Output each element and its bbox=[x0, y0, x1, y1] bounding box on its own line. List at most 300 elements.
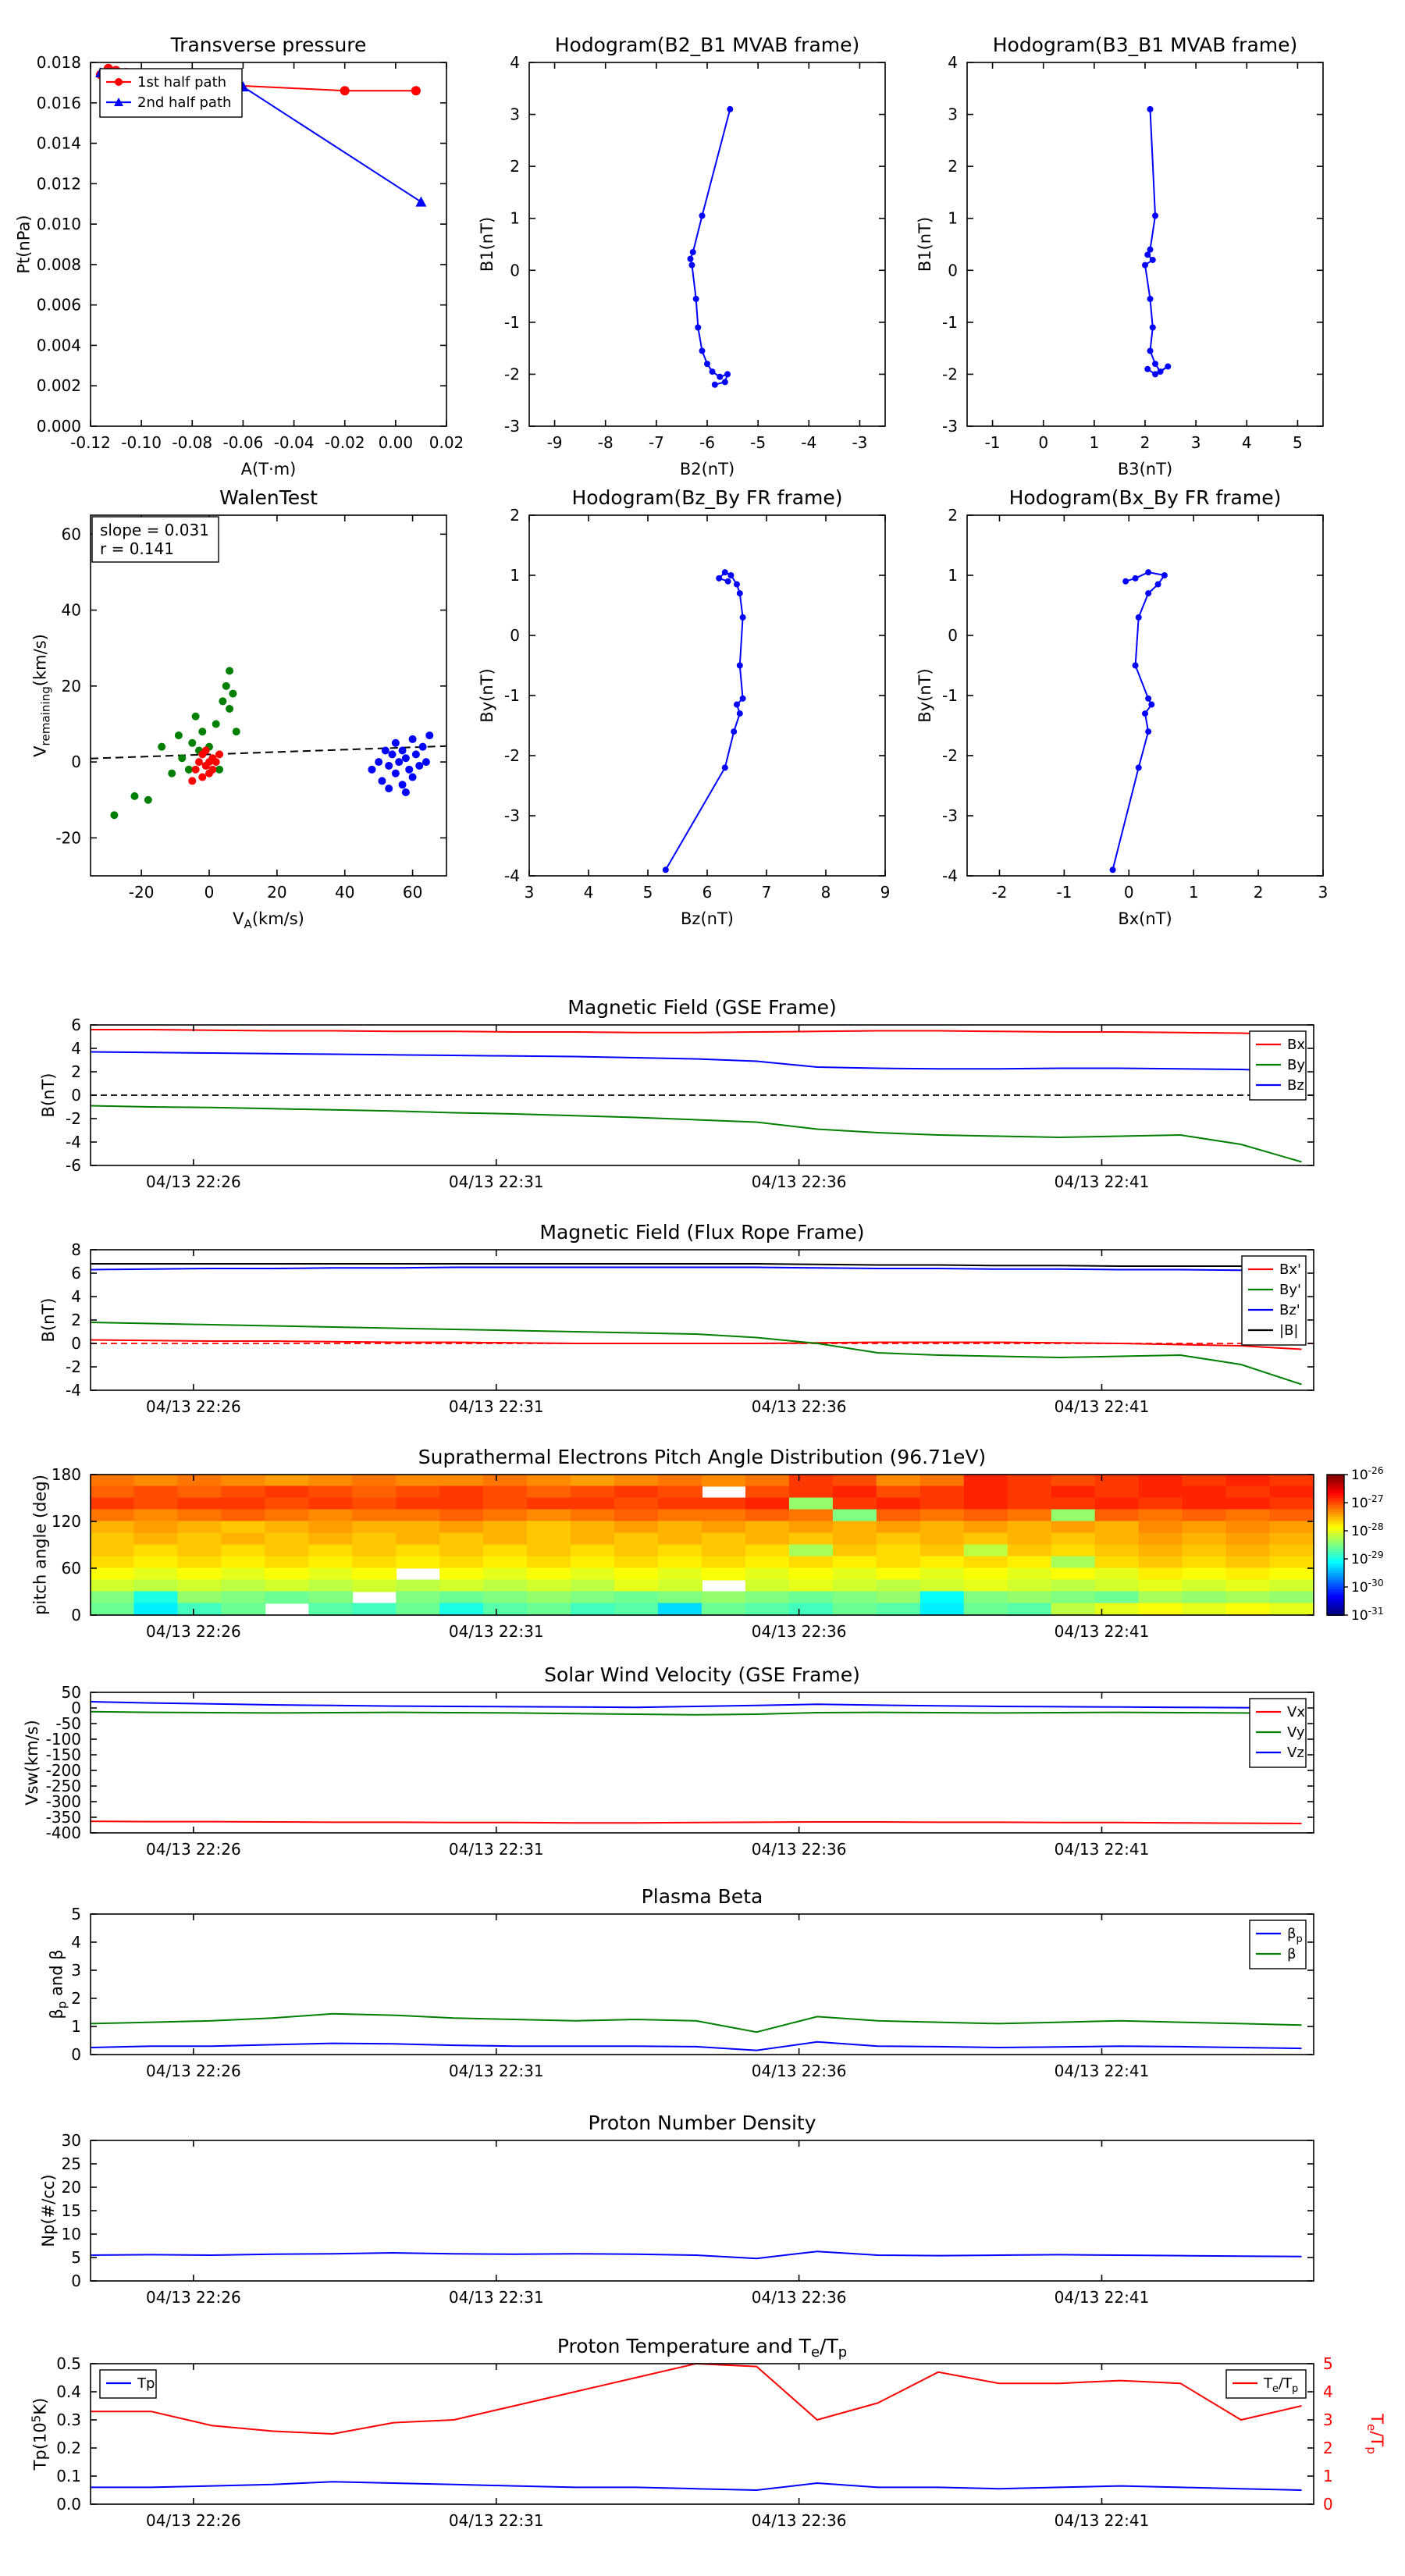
x-tick-label: 4 bbox=[1241, 433, 1252, 452]
marker-circle bbox=[389, 750, 397, 758]
x-tick-label: 04/13 22:31 bbox=[448, 1622, 544, 1641]
y-tick-label: 15 bbox=[61, 2201, 81, 2220]
marker-dot bbox=[1145, 728, 1151, 735]
x-tick-label: 0 bbox=[204, 883, 215, 902]
axes-background bbox=[91, 515, 446, 876]
x-tick-label: -2 bbox=[991, 883, 1008, 902]
y-tick-label: 20 bbox=[61, 2178, 81, 2197]
y-tick-label: 0 bbox=[71, 1699, 81, 1717]
x-tick-label: 04/13 22:41 bbox=[1054, 2511, 1150, 2530]
y-tick-label: 3 bbox=[71, 1961, 81, 1980]
marker-dot bbox=[725, 578, 731, 585]
legend-label: $\beta_p$ bbox=[1287, 1926, 1303, 1945]
right-y-tick-label: 0 bbox=[1323, 2495, 1333, 2514]
y-tick-label: 2 bbox=[71, 1311, 81, 1329]
panel-title: Magnetic Field (GSE Frame) bbox=[567, 996, 837, 1019]
x-tick-label: 04/13 22:26 bbox=[146, 1622, 241, 1641]
marker-dot bbox=[695, 325, 701, 331]
legend-label: |B| bbox=[1279, 1322, 1299, 1339]
y-tick-label: 4 bbox=[948, 53, 958, 72]
marker-circle bbox=[222, 682, 230, 690]
panel-title: Suprathermal Electrons Pitch Angle Distribution (96.71eV) bbox=[418, 1446, 987, 1468]
y-tick-label: -1 bbox=[942, 312, 958, 332]
marker-circle bbox=[375, 758, 382, 766]
marker-dot bbox=[1145, 590, 1151, 596]
marker-circle bbox=[219, 697, 226, 705]
y-tick-label: 0 bbox=[71, 753, 81, 772]
y-axis-label: B1(nT) bbox=[478, 216, 496, 272]
y-tick-label: -200 bbox=[45, 1761, 81, 1780]
marker-dot bbox=[722, 569, 728, 575]
annotation-text: slope = 0.031 bbox=[100, 521, 209, 539]
marker-dot bbox=[1152, 361, 1158, 367]
marker-dot bbox=[740, 614, 746, 621]
marker-dot bbox=[727, 106, 733, 112]
y-tick-label: -6 bbox=[66, 1156, 81, 1175]
y-tick-label: 0 bbox=[71, 1086, 81, 1105]
x-tick-label: 04/13 22:36 bbox=[751, 1840, 847, 1859]
legend-label: 1st half path bbox=[137, 74, 227, 91]
marker-circle bbox=[399, 747, 407, 755]
y-tick-label: 0.006 bbox=[36, 295, 81, 315]
right-y-tick-label: 5 bbox=[1323, 2354, 1333, 2373]
marker-circle bbox=[226, 667, 233, 674]
right-y-tick-label: 3 bbox=[1323, 2411, 1333, 2429]
marker-dot bbox=[724, 371, 731, 377]
y-tick-label: -4 bbox=[504, 866, 520, 885]
x-tick-label: 04/13 22:31 bbox=[448, 1172, 544, 1191]
marker-dot bbox=[688, 262, 695, 269]
marker-dot bbox=[740, 696, 746, 702]
marker-circle bbox=[409, 774, 417, 781]
axes-background bbox=[967, 62, 1323, 426]
y-tick-label: 2 bbox=[510, 506, 520, 525]
marker-circle bbox=[185, 766, 193, 774]
x-tick-label: 0 bbox=[1038, 433, 1049, 452]
marker-circle bbox=[202, 747, 210, 755]
y-tick-label: -3 bbox=[942, 417, 958, 436]
y-tick-label: -100 bbox=[45, 1730, 81, 1749]
marker-dot bbox=[1136, 614, 1142, 621]
marker-circle bbox=[419, 743, 427, 751]
marker-dot bbox=[712, 382, 718, 388]
x-tick-label: 1 bbox=[1188, 883, 1199, 902]
axes-background bbox=[91, 2364, 1314, 2504]
y-tick-label: 0.0 bbox=[56, 2495, 81, 2514]
marker-circle bbox=[110, 811, 118, 819]
y-axis-label: By(nT) bbox=[916, 668, 934, 723]
x-tick-label: 2 bbox=[1253, 883, 1264, 902]
y-tick-label: 60 bbox=[61, 1559, 81, 1578]
y-tick-label: -2 bbox=[504, 365, 520, 384]
y-tick-label: -1 bbox=[942, 686, 958, 705]
y-tick-label: 0.5 bbox=[56, 2354, 81, 2373]
y-axis-label: By(nT) bbox=[478, 668, 496, 723]
marker-circle bbox=[392, 739, 400, 747]
colorbar-tick-label: $10^{-26}$ bbox=[1351, 1465, 1384, 1483]
marker-dot bbox=[1152, 371, 1158, 377]
y-tick-label: 1 bbox=[510, 208, 520, 228]
marker-dot bbox=[699, 347, 705, 354]
marker-circle bbox=[198, 774, 206, 781]
panel-vsw bbox=[23, 1663, 1314, 1859]
x-tick-label: -8 bbox=[597, 433, 614, 452]
marker-dot bbox=[1145, 696, 1151, 702]
x-tick-label: -20 bbox=[128, 883, 155, 902]
marker-dot bbox=[704, 361, 710, 367]
panel-title: Hodogram(B3_B1 MVAB frame) bbox=[992, 34, 1298, 56]
x-axis-label: Bz(nT) bbox=[681, 909, 734, 928]
marker-dot bbox=[737, 710, 743, 717]
colorbar-tick-label: $10^{-28}$ bbox=[1351, 1521, 1384, 1539]
right-y-tick-label: 4 bbox=[1323, 2382, 1333, 2401]
x-tick-label: 04/13 22:26 bbox=[146, 2511, 241, 2530]
x-tick-label: 40 bbox=[334, 883, 355, 902]
x-tick-label: -0.08 bbox=[172, 433, 213, 452]
marker-circle bbox=[399, 781, 407, 788]
x-tick-label: 5 bbox=[642, 883, 653, 902]
marker-dot bbox=[1155, 582, 1161, 588]
marker-circle bbox=[188, 739, 196, 747]
marker-circle bbox=[402, 754, 410, 762]
axes-background bbox=[91, 1914, 1314, 2055]
annotation-text: r = 0.141 bbox=[100, 539, 174, 558]
marker-circle bbox=[233, 728, 240, 735]
marker-dot bbox=[737, 590, 743, 596]
legend-label: By' bbox=[1279, 1282, 1301, 1298]
y-tick-label: 180 bbox=[51, 1465, 81, 1484]
y-tick-label: 0 bbox=[71, 2272, 81, 2290]
marker-dot bbox=[1142, 710, 1148, 717]
y-tick-label: -2 bbox=[504, 746, 520, 765]
y-axis-label: Np(#/cc) bbox=[39, 2174, 58, 2247]
y-tick-label: 8 bbox=[71, 1240, 81, 1259]
x-tick-label: -0.02 bbox=[324, 433, 365, 452]
y-tick-label: 0.000 bbox=[36, 417, 81, 436]
marker-dot bbox=[690, 249, 696, 255]
panel-hodogram-b2-b1 bbox=[478, 34, 885, 479]
marker-circle bbox=[212, 758, 220, 766]
x-tick-label: 04/13 22:36 bbox=[751, 1172, 847, 1191]
y-tick-label: 5 bbox=[71, 2248, 81, 2267]
x-tick-label: -3 bbox=[852, 433, 868, 452]
x-tick-label: 04/13 22:26 bbox=[146, 2288, 241, 2307]
marker-dot bbox=[1152, 212, 1158, 219]
right-y-axis-label: $T_e/T_p$ bbox=[1364, 2414, 1386, 2454]
y-tick-label: -400 bbox=[45, 1823, 81, 1842]
x-tick-label: 04/13 22:41 bbox=[1054, 1397, 1150, 1416]
marker-circle bbox=[402, 788, 410, 796]
y-tick-label: 30 bbox=[61, 2131, 81, 2150]
y-tick-label: 0 bbox=[71, 1334, 81, 1353]
x-axis-label: B2(nT) bbox=[679, 460, 735, 479]
colorbar-tick-label: $10^{-27}$ bbox=[1351, 1493, 1384, 1511]
marker-dot bbox=[1150, 325, 1156, 331]
marker-dot bbox=[663, 866, 669, 873]
marker-dot bbox=[737, 663, 743, 669]
y-tick-label: 2 bbox=[71, 1062, 81, 1081]
x-tick-label: 6 bbox=[702, 883, 713, 902]
y-axis-label: pitch angle (deg) bbox=[30, 1475, 50, 1615]
marker-circle bbox=[395, 758, 403, 766]
panel-title: Plasma Beta bbox=[641, 1885, 763, 1908]
y-tick-label: -3 bbox=[504, 417, 520, 436]
marker-circle bbox=[215, 766, 223, 774]
marker-dot bbox=[1136, 764, 1142, 770]
marker-dot bbox=[734, 702, 740, 708]
marker-circle bbox=[215, 750, 223, 758]
legend-label: Bz' bbox=[1279, 1302, 1300, 1318]
marker-circle bbox=[195, 758, 203, 766]
x-tick-label: 1 bbox=[1089, 433, 1100, 452]
axes-background bbox=[529, 515, 885, 876]
colorbar-tick-label: $10^{-29}$ bbox=[1351, 1550, 1384, 1567]
x-tick-label: -9 bbox=[546, 433, 563, 452]
y-tick-label: -50 bbox=[55, 1714, 81, 1733]
y-tick-label: 0 bbox=[948, 626, 958, 645]
y-tick-label: 2 bbox=[71, 1989, 81, 2008]
marker-circle bbox=[144, 796, 152, 804]
x-axis-label: B3(nT) bbox=[1117, 460, 1173, 479]
x-tick-label: 04/13 22:41 bbox=[1054, 1840, 1150, 1859]
marker-dot bbox=[1133, 575, 1139, 582]
panel-pad bbox=[31, 1446, 1384, 1641]
legend-label: 2nd half path bbox=[137, 94, 232, 111]
colorbar-tick-label: $10^{-30}$ bbox=[1351, 1578, 1384, 1596]
y-tick-label: 5 bbox=[71, 1905, 81, 1923]
x-tick-label: 0.02 bbox=[429, 433, 464, 452]
marker-circle bbox=[415, 762, 423, 770]
panel-proton-density bbox=[39, 2112, 1314, 2307]
y-axis-label: B1(nT) bbox=[916, 216, 934, 272]
marker-circle bbox=[178, 754, 186, 762]
marker-dot bbox=[1142, 262, 1148, 269]
y-tick-label: 4 bbox=[71, 1039, 81, 1058]
marker-dot bbox=[1144, 251, 1151, 258]
x-axis-label: Bx(nT) bbox=[1118, 909, 1172, 928]
panel-mag-fr bbox=[39, 1221, 1314, 1416]
marker-circle bbox=[175, 731, 183, 739]
marker-dot bbox=[1144, 366, 1151, 372]
panel-title: Magnetic Field (Flux Rope Frame) bbox=[539, 1221, 865, 1244]
panel-transverse-pressure bbox=[15, 34, 464, 479]
y-tick-label: 2 bbox=[510, 157, 520, 176]
y-tick-label: 0.1 bbox=[56, 2467, 81, 2485]
x-tick-label: -5 bbox=[750, 433, 767, 452]
y-tick-label: 3 bbox=[510, 105, 520, 124]
marker-dot bbox=[1147, 347, 1154, 354]
x-tick-label: -0.12 bbox=[70, 433, 111, 452]
marker-circle bbox=[378, 777, 386, 785]
y-tick-label: 2 bbox=[948, 157, 958, 176]
y-tick-label: 4 bbox=[510, 53, 520, 72]
legend-label: Bz bbox=[1287, 1077, 1304, 1094]
y-axis-label: Vsw(km/s) bbox=[23, 1720, 41, 1806]
y-tick-label: 3 bbox=[948, 105, 958, 124]
y-tick-label: 0.008 bbox=[36, 254, 81, 274]
y-tick-label: 0.2 bbox=[56, 2439, 81, 2457]
y-tick-label: -4 bbox=[66, 1133, 81, 1151]
y-tick-label: -4 bbox=[66, 1381, 81, 1400]
y-axis-label: Pt(nPa) bbox=[14, 215, 34, 274]
y-tick-label: 1 bbox=[510, 566, 520, 585]
x-tick-label: -0.06 bbox=[222, 433, 264, 452]
x-tick-label: 04/13 22:31 bbox=[448, 1840, 544, 1859]
marker-circle bbox=[208, 766, 216, 774]
x-tick-label: -0.04 bbox=[273, 433, 315, 452]
marker-dot bbox=[1147, 106, 1154, 112]
panel-title: Hodogram(Bz_By FR frame) bbox=[571, 486, 843, 509]
y-tick-label: 0.3 bbox=[56, 2411, 81, 2429]
legend-label: By bbox=[1287, 1057, 1306, 1073]
x-tick-label: 4 bbox=[583, 883, 594, 902]
y-axis-label: $Tp(10^5K)$ bbox=[29, 2397, 50, 2471]
marker-circle bbox=[192, 713, 200, 720]
panel-proton-temp bbox=[30, 2335, 1387, 2530]
x-tick-label: 9 bbox=[880, 883, 891, 902]
y-tick-label: 40 bbox=[61, 600, 81, 620]
panel-title: WalenTest bbox=[219, 486, 318, 509]
y-tick-label: -350 bbox=[45, 1808, 81, 1827]
marker-circle bbox=[168, 770, 176, 777]
marker-dot bbox=[1145, 569, 1151, 575]
y-tick-label: -250 bbox=[45, 1777, 81, 1795]
legend-label: β bbox=[1287, 1946, 1297, 1962]
y-axis-label: $V_{remaining}(km/s)$ bbox=[30, 634, 53, 757]
panel-title: Proton Number Density bbox=[588, 2112, 816, 2134]
marker-circle bbox=[382, 747, 389, 755]
y-tick-label: 50 bbox=[61, 1683, 81, 1702]
legend-label: Tp bbox=[137, 2375, 155, 2392]
right-y-tick-label: 2 bbox=[1323, 2439, 1333, 2457]
marker-circle bbox=[385, 762, 393, 770]
legend-label: $T_e/T_p$ bbox=[1264, 2375, 1299, 2395]
x-tick-label: 04/13 22:26 bbox=[146, 1172, 241, 1191]
y-tick-label: 0.002 bbox=[36, 376, 81, 396]
y-tick-label: 0 bbox=[71, 1606, 81, 1624]
panel-hodogram-bz-by bbox=[478, 486, 890, 928]
marker-circle bbox=[226, 705, 233, 713]
y-tick-label: 1 bbox=[948, 208, 958, 228]
marker-circle bbox=[425, 731, 433, 739]
y-axis-label: $\beta_p$ and β bbox=[47, 1949, 69, 2019]
x-tick-label: -6 bbox=[699, 433, 715, 452]
y-tick-label: 1 bbox=[71, 2017, 81, 2036]
marker-dot bbox=[693, 296, 699, 302]
marker-circle bbox=[409, 735, 417, 743]
y-tick-label: 10 bbox=[61, 2225, 81, 2243]
x-tick-label: 04/13 22:26 bbox=[146, 1840, 241, 1859]
x-tick-label: 60 bbox=[402, 883, 423, 902]
panel-hodogram-bx-by bbox=[916, 486, 1328, 928]
y-tick-label: 0.014 bbox=[36, 133, 81, 153]
y-tick-label: 0.018 bbox=[36, 53, 81, 72]
axes-background bbox=[91, 2140, 1314, 2281]
x-tick-label: 04/13 22:31 bbox=[448, 2062, 544, 2080]
y-tick-label: 0.012 bbox=[36, 174, 81, 194]
x-tick-label: 04/13 22:31 bbox=[448, 1397, 544, 1416]
x-tick-label: -7 bbox=[648, 433, 664, 452]
marker-circle bbox=[158, 743, 165, 751]
marker-dot bbox=[688, 256, 694, 262]
marker-dot bbox=[716, 575, 722, 582]
marker-dot bbox=[1165, 363, 1171, 369]
marker-dot bbox=[1150, 257, 1156, 263]
x-tick-label: 04/13 22:36 bbox=[751, 2511, 847, 2530]
panel-title: Transverse pressure bbox=[170, 34, 367, 56]
x-tick-label: -0.10 bbox=[121, 433, 162, 452]
marker-circle bbox=[422, 758, 430, 766]
y-tick-label: 0.010 bbox=[36, 215, 81, 234]
axes-background bbox=[529, 62, 885, 426]
axes-background bbox=[91, 1250, 1314, 1390]
x-tick-label: 5 bbox=[1293, 433, 1303, 452]
panel-title: Hodogram(Bx_By FR frame) bbox=[1008, 486, 1282, 509]
marker-circle bbox=[340, 86, 350, 95]
marker-dot bbox=[731, 728, 737, 735]
y-tick-label: 25 bbox=[61, 2154, 81, 2173]
legend-label: Bx bbox=[1287, 1037, 1306, 1053]
x-tick-label: 04/13 22:41 bbox=[1054, 2288, 1150, 2307]
right-y-tick-label: 1 bbox=[1323, 2467, 1333, 2485]
x-tick-label: 04/13 22:31 bbox=[448, 2288, 544, 2307]
x-tick-label: 04/13 22:41 bbox=[1054, 1622, 1150, 1641]
legend-label: Bx' bbox=[1279, 1261, 1301, 1278]
marker-dot bbox=[1147, 296, 1154, 302]
y-tick-label: 6 bbox=[71, 1016, 81, 1034]
colorbar-tick-label: $10^{-31}$ bbox=[1351, 1606, 1384, 1624]
y-tick-label: 4 bbox=[71, 1287, 81, 1306]
marker-dot bbox=[717, 374, 723, 380]
legend-label: Vz bbox=[1287, 1745, 1304, 1761]
panel-title: Hodogram(B2_B1 MVAB frame) bbox=[554, 34, 860, 56]
x-tick-label: 04/13 22:31 bbox=[448, 2511, 544, 2530]
y-tick-label: 4 bbox=[71, 1933, 81, 1952]
y-tick-label: 120 bbox=[51, 1512, 81, 1531]
marker-dot bbox=[722, 379, 728, 385]
x-tick-label: 0.00 bbox=[378, 433, 414, 452]
panel-mag-gse bbox=[39, 996, 1314, 1191]
legend-label: Vy bbox=[1287, 1724, 1305, 1741]
y-tick-label: -4 bbox=[942, 866, 958, 885]
x-tick-label: 04/13 22:41 bbox=[1054, 2062, 1150, 2080]
x-tick-label: 7 bbox=[761, 883, 772, 902]
marker-circle bbox=[229, 690, 237, 698]
x-tick-label: 0 bbox=[1123, 883, 1134, 902]
marker-dot bbox=[710, 368, 716, 375]
y-tick-label: 0 bbox=[71, 2045, 81, 2064]
y-tick-label: -20 bbox=[55, 828, 81, 848]
marker-circle bbox=[411, 86, 421, 95]
marker-circle bbox=[192, 766, 200, 774]
y-tick-label: 60 bbox=[61, 525, 81, 544]
marker-circle bbox=[412, 750, 420, 758]
marker-dot bbox=[1122, 578, 1129, 585]
y-tick-label: -1 bbox=[504, 686, 520, 705]
panel-hodogram-b3-b1 bbox=[916, 34, 1323, 479]
y-tick-label: -2 bbox=[942, 746, 958, 765]
x-tick-label: 3 bbox=[524, 883, 535, 902]
y-tick-label: 20 bbox=[61, 676, 81, 696]
panel-title: Solar Wind Velocity (GSE Frame) bbox=[544, 1663, 860, 1686]
y-axis-label: B(nT) bbox=[39, 1297, 58, 1343]
marker-circle bbox=[188, 777, 196, 785]
x-tick-label: 04/13 22:36 bbox=[751, 1622, 847, 1641]
marker-circle bbox=[368, 766, 375, 774]
marker-dot bbox=[1110, 866, 1116, 873]
y-tick-label: 0 bbox=[948, 261, 958, 280]
x-tick-label: 04/13 22:26 bbox=[146, 1397, 241, 1416]
